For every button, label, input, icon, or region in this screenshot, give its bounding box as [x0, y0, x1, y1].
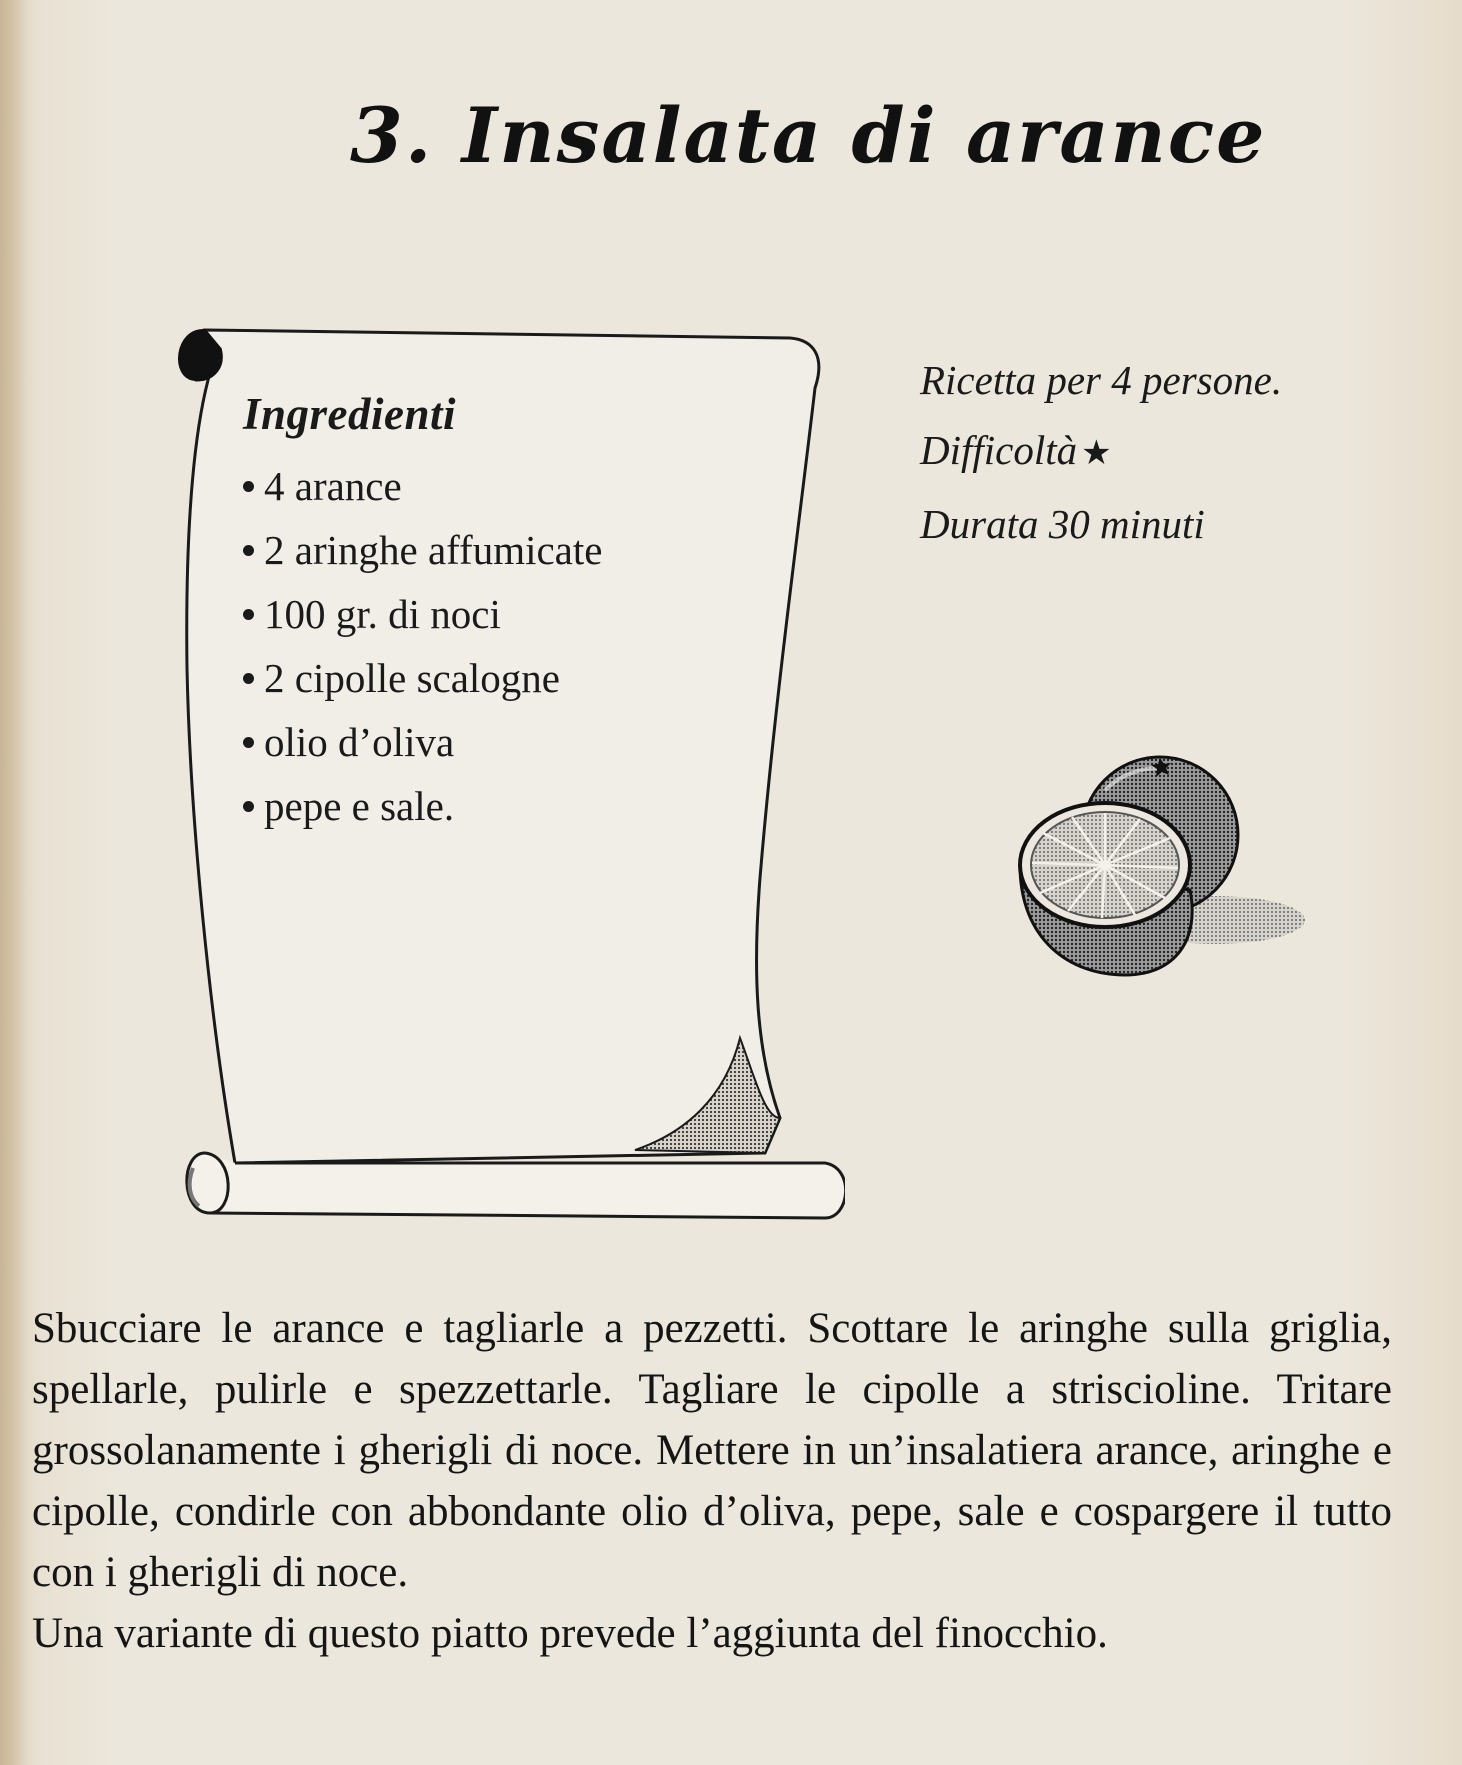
star-icon: ★ — [1081, 435, 1112, 472]
ingredients-list — [243, 454, 723, 838]
instructions-paragraph: Sbucciare le arance e tagliarle a pezzetti. Scottare le aringhe sulla griglia, spellarle, pulirle e spezzettarle. Tagliare le cipolle a striscioline. Tritare grossolanamente i gherigli di noce. Mettere in un’insalatiera arance, aringhe e cipolle, condirle con abbondante olio d’oliva, pepe, sale e cospargere il tutto con i gherigli di noce. — [32, 1305, 1392, 1596]
recipe-info — [920, 345, 1420, 559]
ingredient-item — [243, 454, 723, 518]
ingredient-item — [243, 646, 723, 710]
ingredient-item — [243, 518, 723, 582]
ingredient-label: 2 cipolle scalogne — [264, 655, 561, 701]
ingredient-label: 4 arance — [264, 463, 402, 509]
bullet-icon — [243, 545, 254, 556]
orange-illustration-icon — [1010, 750, 1310, 990]
ingredients-panel — [243, 388, 723, 838]
variant-note: Una variante di questo piatto prevede l’aggiunta del finocchio. — [32, 1610, 1108, 1657]
difficulty-line — [920, 415, 1420, 489]
ingredient-label: 100 gr. di noci — [264, 591, 501, 637]
bullet-icon — [243, 481, 254, 492]
ingredient-label: pepe e sale. — [264, 783, 455, 829]
servings-text: Ricetta per 4 persone. — [920, 357, 1283, 403]
recipe-title: 3. Insalata di arance — [350, 90, 1267, 180]
bullet-icon — [243, 609, 254, 620]
ingredients-heading: Ingredienti — [243, 389, 457, 439]
ingredient-item — [243, 582, 723, 646]
book-spine-shadow — [0, 0, 26, 1765]
difficulty-label: Difficoltà — [920, 427, 1078, 473]
bullet-icon — [243, 673, 254, 684]
bullet-icon — [243, 737, 254, 748]
duration-text: Durata 30 minuti — [920, 501, 1205, 547]
ingredient-label: olio d’oliva — [264, 719, 455, 765]
bullet-icon — [243, 801, 254, 812]
recipe-instructions — [32, 1298, 1392, 1664]
ingredient-item — [243, 710, 723, 774]
ingredient-item — [243, 774, 723, 838]
ingredient-label: 2 aringhe affumicate — [264, 527, 603, 573]
